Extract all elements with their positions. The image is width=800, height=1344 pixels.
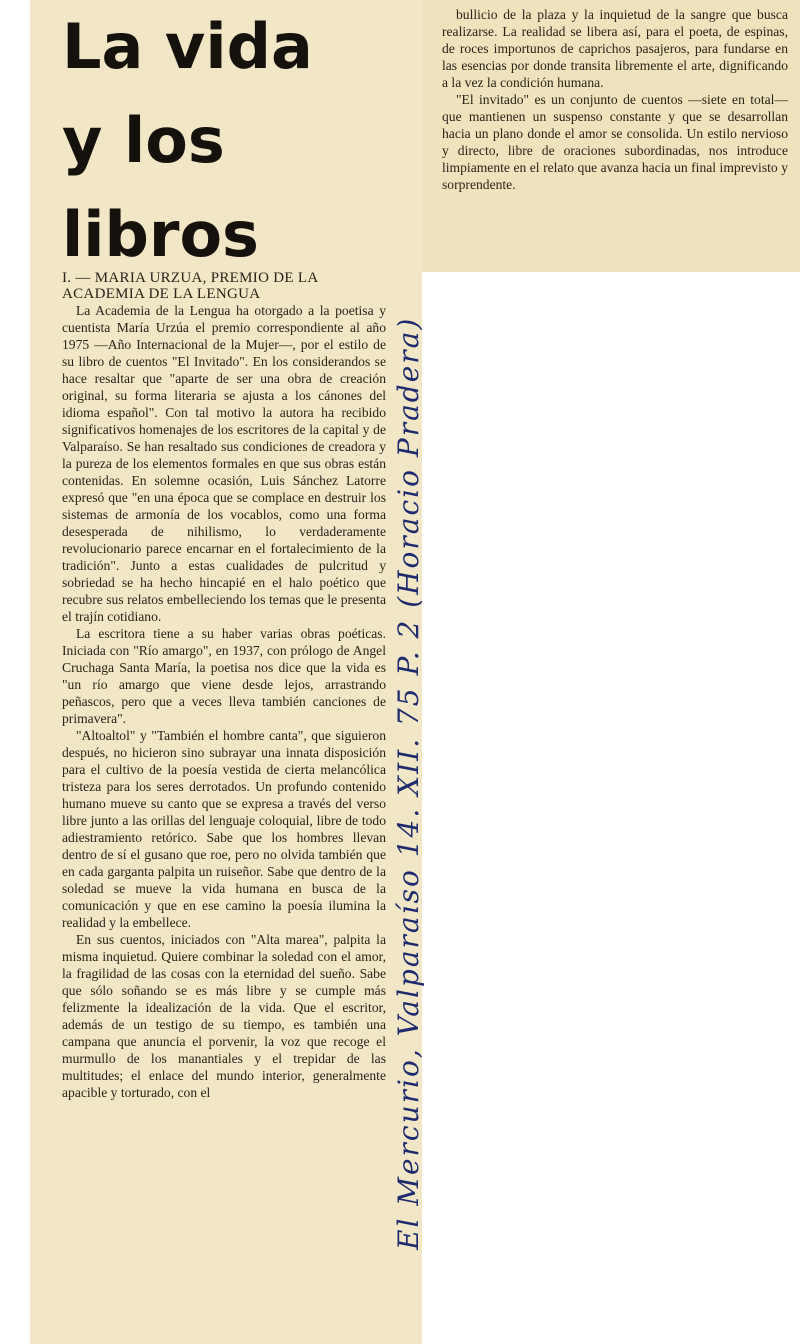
headline-line-2: y los <box>62 104 225 177</box>
article-paragraph: "Altoaltol" y "También el hombre canta", que siguieron después, no hicieron sino subrayar una innata disposición para el cultivo de la poesía vestida de cierta melancólica tristeza para los seres derrotados. Un profundo contenido humano mueve su canto que se expresa a través del verso libre junto a las orillas del lenguaje coloquial, libre de todo adiestramiento retórico. Sabe que los hombres llevan dentro de sí el gusano que roe, pero no olvida también que en cada garganta palpita un ruiseñor. Sabe que dentro de la soledad se mueve la vida humana en busca de la comunicación y que en ese camino la poesía ilumina la realidad y la embellece. <box>62 728 386 930</box>
article-body <box>62 302 386 1101</box>
side-paragraph: bullicio de la plaza y la inquietud de la sangre que busca realizarse. La realidad se libera así, para el poeta, de espinas, de roces importunos de caprichos pasajeros, para fundarse en las esencias por donde transita libremente el arte, dignificando a la vez la condición humana. <box>442 7 788 90</box>
section-title: I. — MARIA URZUA, PREMIO DE LA ACADEMIA DE LA LENGUA <box>62 270 318 302</box>
handwritten-annotation: El Mercurio, Valparaíso 14. XII. 75 P. 2 (Horacio Pradera) <box>392 316 425 1250</box>
headline <box>62 0 412 282</box>
headline-line-1: La vida <box>62 10 313 83</box>
article-paragraph: La Academia de la Lengua ha otorgado a la poetisa y cuentista María Urzúa el premio correspondiente al año 1975 —Año Internacional de la Mujer—, por el estilo de su libro de cuentos "El Invitado". En los considerandos se hace resaltar que "aparte de ser una obra de creación original, su forma literaria se ajusta a los cánones del idioma español". Con tal motivo la autora ha recibido significativos homenajes de los escritores de la capital y de Valparaíso. Se han resaltado sus condiciones de creadora y la pureza de los elementos formales en que sus obras están contenidas. En solemne ocasión, Luis Sánchez Latorre expresó que "en una época que se complace en destruir los sistemas de armonía de los vocablos, como una forma desesperada de nihilismo, lo verdaderamente revolucionario parece encarnar en el fortalecimiento de la tradición". Junto a estas cualidades de pulcritud y sobriedad se ha hecho hincapié en el halo poético que recubre sus relatos embelleciendo los temas que le presenta el trajín cotidiano. <box>62 303 386 624</box>
side-paragraph: "El invitado" es un conjunto de cuentos —siete en total— que mantienen un suspenso constante y que se desarrollan hacia un plano donde el amor se consolida. Un estilo nervioso y directo, libre de oraciones subordinadas, nos introduce limpiamente en el relato que avanza hacia un final imprevisto y sorprendente. <box>442 92 788 192</box>
article-paragraph: En sus cuentos, iniciados con "Alta marea", palpita la misma inquietud. Quiere combinar la soledad con el amor, la fragilidad de las cosas con la eternidad del sueño. Sabe que sólo soñando se es más libre y se cumple más felizmente la idealización de la vida. Que el escritor, además de un testigo de su tiempo, es también una campana que anuncia el porvenir, la voz que recoge el murmullo de los manantiales y el trepidar de las multitudes; el enlace del mundo interior, generalmente apacible y torturado, con el <box>62 932 386 1100</box>
article-paragraph: La escritora tiene a su haber varias obras poéticas. Iniciada con "Río amargo", en 1937, con prólogo de Angel Cruchaga Santa María, la poetisa nos dice que la vida es "un río amargo que viene desde lejos, arrastrando peñascos, pero que a veces lleva también canciones de primavera". <box>62 626 386 726</box>
side-column <box>442 6 788 193</box>
headline-line-3: libros <box>62 198 259 271</box>
